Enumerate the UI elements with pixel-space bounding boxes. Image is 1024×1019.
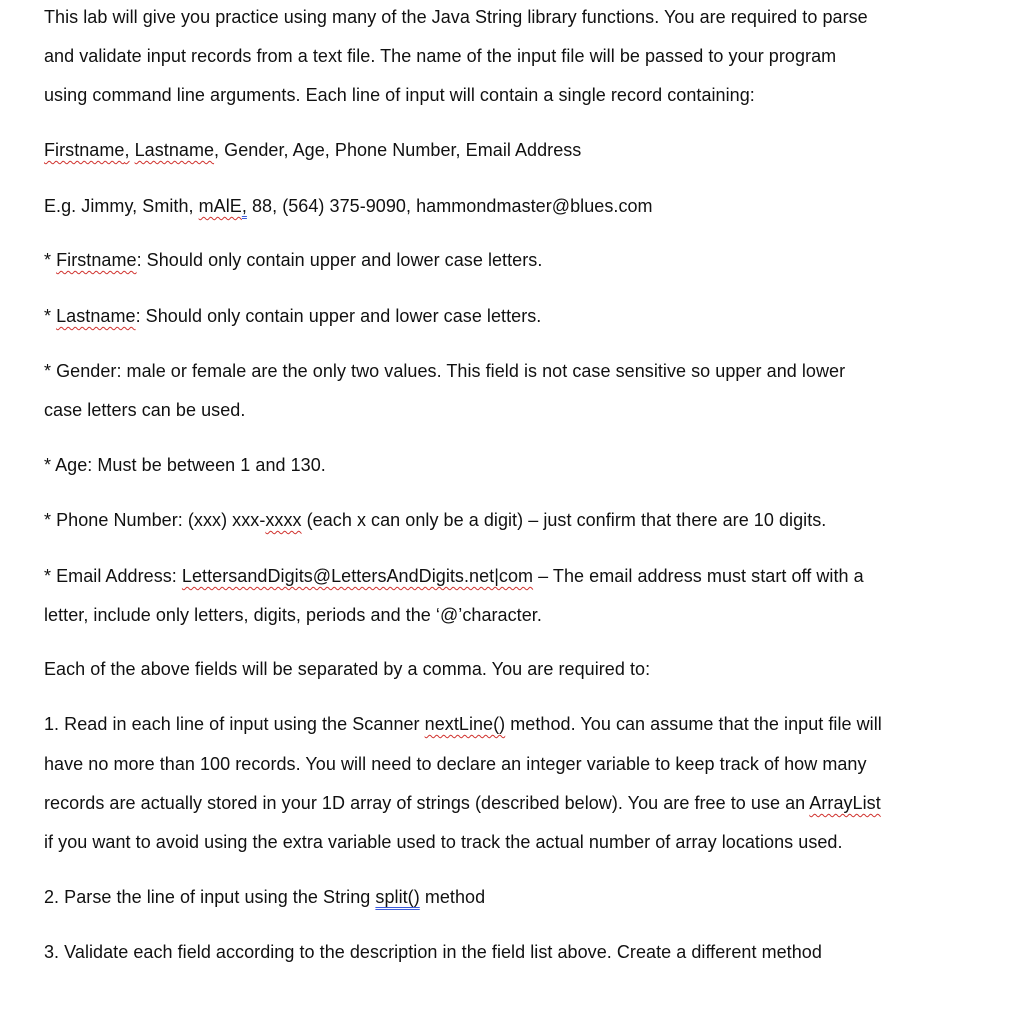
rule-email-post: – The email address must start off with a xyxy=(533,566,864,586)
step-1-post: method. You can assume that the input file will xyxy=(505,714,882,734)
rule-lastname-text: : Should only contain upper and lower case letters. xyxy=(135,306,542,326)
step-3: 3. Validate each field according to the description in the field list above. Create a different method xyxy=(44,942,822,962)
rule-email-line-1 xyxy=(44,564,864,588)
rule-phone xyxy=(44,508,826,532)
rule-phone-xxxx: xxxx xyxy=(265,510,302,530)
intro-line-2: and validate input records from a text file. The name of the input file will be passed to your program xyxy=(44,46,837,66)
step-1-line-2: have no more than 100 records. You will need to declare an integer variable to keep track of how many xyxy=(44,754,867,774)
intro-line-1: This lab will give you practice using many of the Java String library functions. You are required to parse xyxy=(44,7,868,27)
rule-email-line-2: letter, include only letters, digits, periods and the ‘@’character. xyxy=(44,605,542,625)
comma: , xyxy=(124,140,130,160)
rule-email-pre: * Email Address: xyxy=(44,566,182,586)
intro-line-3: using command line arguments. Each line of input will contain a single record containing: xyxy=(44,85,755,105)
rule-age: * Age: Must be between 1 and 130. xyxy=(44,455,326,475)
example-sep: , xyxy=(241,196,247,216)
example-post: 88, (564) 375-9090, hammondmaster@blues.com xyxy=(246,196,653,216)
step-2-method: split() xyxy=(375,887,420,907)
separator-note: Each of the above fields will be separated by a comma. You are required to: xyxy=(44,659,651,679)
step-1-line-1 xyxy=(44,712,882,736)
step-2-pre: 2. Parse the line of input using the String xyxy=(44,887,376,907)
step-1-pre: 1. Read in each line of input using the Scanner xyxy=(44,714,425,734)
rule-email-pattern: LettersandDigits@LettersAndDigits.net|com xyxy=(181,566,534,586)
bullet: * xyxy=(44,250,57,270)
firstname-word: Firstname xyxy=(44,140,125,160)
step-1-l3-pre: records are actually stored in your 1D array of strings (described below). You are free to use an xyxy=(44,793,810,813)
example-gender: mAlE xyxy=(198,196,242,216)
fields-header-rest: , Gender, Age, Phone Number, Email Address xyxy=(214,140,582,160)
rule-firstname xyxy=(44,248,542,272)
step-1-method: nextLine() xyxy=(424,714,506,734)
example-line xyxy=(44,194,653,218)
example-pre: E.g. Jimmy, Smith, xyxy=(44,196,199,216)
fields-header xyxy=(44,138,581,162)
lastname-word: Lastname xyxy=(134,140,215,160)
rule-phone-pre: * Phone Number: (xxx) xxx- xyxy=(44,510,266,530)
rule-firstname-text: : Should only contain upper and lower case letters. xyxy=(136,250,543,270)
step-1-arraylist: ArrayList xyxy=(809,793,881,813)
rule-phone-post: (each x can only be a digit) – just confirm that there are 10 digits. xyxy=(301,510,827,530)
bullet: * xyxy=(44,306,57,326)
step-1-line-4: if you want to avoid using the extra variable used to track the actual number of array locations used. xyxy=(44,832,843,852)
step-2-post: method xyxy=(419,887,486,907)
rule-firstname-term: Firstname xyxy=(56,250,137,270)
rule-lastname-term: Lastname xyxy=(56,306,136,326)
rule-gender-line-1: * Gender: male or female are the only two values. This field is not case sensitive so upper and lower xyxy=(44,361,846,381)
rule-gender-line-2: case letters can be used. xyxy=(44,400,246,420)
step-2 xyxy=(44,885,485,909)
step-1-line-3 xyxy=(44,791,881,815)
rule-lastname xyxy=(44,304,541,328)
